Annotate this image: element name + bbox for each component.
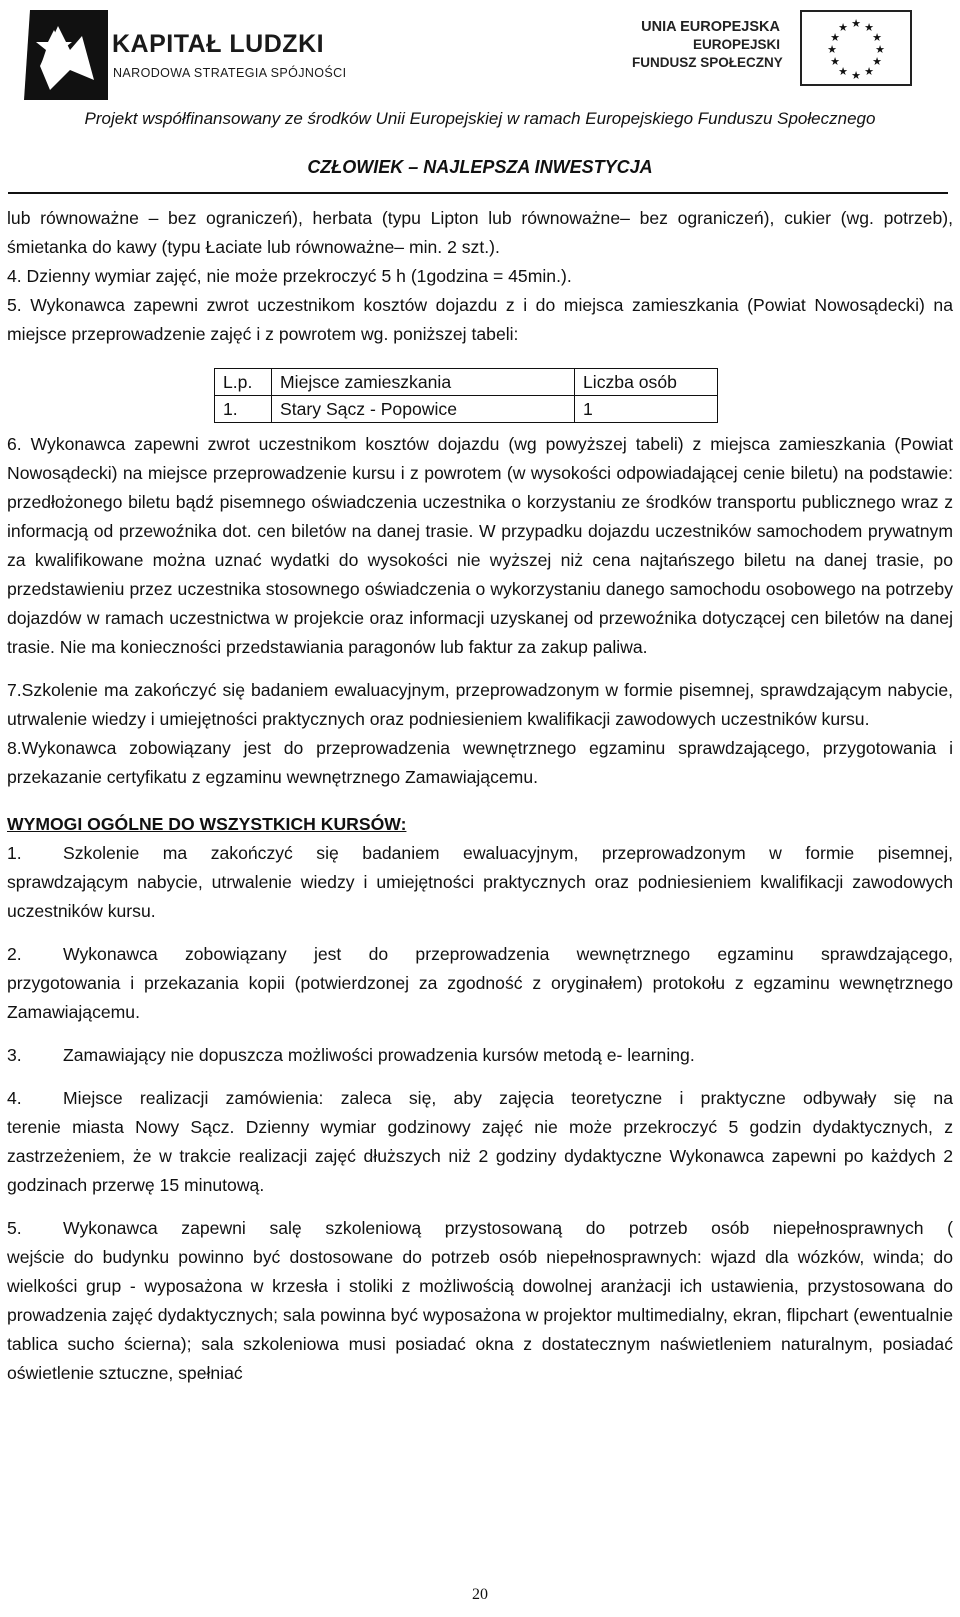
list-continuation: przygotowania i przekazania kopii (potwierdzonej za zgodność z oryginałem) protokołu z egzaminu wewnętrznego Zamawiającemu. (7, 973, 953, 1022)
general-item (7, 1041, 953, 1070)
table-cell: Stary Sącz - Popowice (272, 396, 575, 423)
eu-line-1: UNIA EUROPEJSKA (641, 19, 780, 35)
svg-text:★: ★ (838, 21, 848, 34)
svg-text:★: ★ (864, 21, 874, 34)
general-item (7, 1214, 953, 1388)
table-cell: 1 (575, 396, 718, 423)
svg-text:★: ★ (830, 55, 840, 68)
table-header-cell: Miejsce zamieszkania (272, 369, 575, 396)
kapital-ludzki-title: KAPITAŁ LUDZKI (112, 30, 325, 58)
page-number: 20 (472, 1586, 488, 1603)
list-number: 3. (7, 1045, 22, 1065)
list-first-line: Miejsce realizacji zamówienia: zaleca się, aby zajęcia teoretyczne i praktyczne odbywały się na (63, 1088, 953, 1108)
travel-table (214, 368, 718, 423)
paragraph-intro: lub równoważne – bez ograniczeń), herbata (typu Lipton lub równoważne– bez ograniczeń), cukier (wg. potrzeb), śmietanka do kawy (typu Łaciate lub równoważne– min. 2 szt.). (7, 208, 953, 257)
table-row (215, 396, 718, 423)
item-5: 5. Wykonawca zapewni zwrot uczestnikom kosztów dojazdu z i do miejsca zamieszkania (Powiat Nowosądecki) na miejsce przeprowadzenie zajęć i z powrotem wg. poniższej tabeli: (7, 295, 953, 344)
list-first-line: Zamawiający nie dopuszcza możliwości prowadzenia kursów metodą e- learning. (63, 1045, 695, 1065)
svg-text:★: ★ (851, 69, 861, 82)
eu-flag-icon (800, 10, 912, 86)
svg-text:★: ★ (872, 55, 882, 68)
header-divider (8, 192, 948, 194)
item-7: 7.Szkolenie ma zakończyć się badaniem ewaluacyjnym, przeprowadzonym w formie pisemnej, sprawdzającym nabycie, utrwalenie wiedzy i umiejętności praktycznych oraz podniesieniem kwalifikacji zawodowych uczestników kursu. (7, 680, 953, 729)
eu-line-2: EUROPEJSKI (692, 37, 780, 52)
item-8: 8.Wykonawca zobowiązany jest do przeprowadzenia wewnętrznego egzaminu sprawdzającego, przygotowania i przekazanie certyfikatu z egzaminu wewnętrznego Zamawiającemu. (7, 738, 953, 787)
list-number: 4. (7, 1088, 22, 1108)
svg-text:★: ★ (864, 65, 874, 78)
table-cell: 1. (215, 396, 272, 423)
svg-text:★: ★ (851, 17, 861, 30)
list-first-line: Wykonawca zapewni salę szkoleniową przystosowaną do potrzeb osób niepełnosprawnych ( (63, 1218, 953, 1238)
table-header-cell: L.p. (215, 369, 272, 396)
list-first-line: Wykonawca zobowiązany jest do przeprowadzenia wewnętrznego egzaminu sprawdzającego, (63, 944, 953, 964)
kapital-ludzki-subtitle: NARODOWA STRATEGIA SPÓJNOŚCI (113, 66, 347, 80)
list-first-line: Szkolenie ma zakończyć się badaniem ewaluacyjnym, przeprowadzonym w formie pisemnej, (63, 843, 953, 863)
funding-note: Projekt współfinansowany ze środków Unii Europejskiej w ramach Europejskiego Funduszu Społecznego (84, 109, 876, 128)
svg-text:★: ★ (872, 31, 882, 44)
general-item (7, 1084, 953, 1200)
list-number: 5. (7, 1218, 22, 1238)
section-heading: WYMOGI OGÓLNE DO WSZYSTKICH KURSÓW: (7, 814, 407, 834)
svg-text:★: ★ (838, 65, 848, 78)
svg-text:★: ★ (827, 43, 837, 56)
general-item (7, 940, 953, 1027)
item-6: 6. Wykonawca zapewni zwrot uczestnikom kosztów dojazdu (wg powyższej tabeli) z miejsca zamieszkania (Powiat Nowosądecki) na miejsce przeprowadzenie kursu i z powrotem (w wysokości odpowiadającej cenie biletu) na podstawie: przedłożonego biletu bądź pisemnego oświadczenia uczestnika o korzystaniu ze środków transportu publicznego wraz z informacją od przewoźnika dot. cen biletów na danej trasie. W przypadku dojazdu uczestników samochodem prywatnym za kwalifikowane można uznać wydatki do wysokości nie wyższej niż cena najtańszego biletu na danej trasie, po przedstawieniu przez uczestnika stosownego oświadczenia o wykorzystaniu danego samochodu osobowego na potrzeby dojazdów w ramach uczestnictwa w projekcie oraz informacji uzyskanej od przewoźnika dotyczącej cen biletów na danej trasie. Nie ma konieczności przedstawiania paragonów lub faktur za zakup paliwa. (7, 434, 953, 657)
list-continuation: terenie miasta Nowy Sącz. Dzienny wymiar godzinowy zajęć nie może przekroczyć 5 godzin dydaktycznych, z zastrzeżeniem, że w trakcie realizacji zajęć dłuższych niż 2 godziny dydaktyczne Wykonawca zapewni po każdych 2 godzinach przerwę 15 minutową. (7, 1117, 953, 1195)
eu-line-3: FUNDUSZ SPOŁECZNY (632, 55, 783, 70)
document-body (7, 204, 953, 1388)
eu-logo-text (632, 18, 783, 72)
general-item (7, 839, 953, 926)
svg-text:★: ★ (875, 43, 885, 56)
table-header-cell: Liczba osób (575, 369, 718, 396)
table-header-row (215, 369, 718, 396)
slogan: CZŁOWIEK – NAJLEPSZA INWESTYCJA (307, 157, 653, 177)
list-number: 1. (7, 843, 22, 863)
list-continuation: wejście do budynku powinno być dostosowane do potrzeb osób niepełnosprawnych: wjazd dla wózków, winda; do wielkości grup - wyposażona w krzesła i stoliki z możliwością dowolnej aranżacji ich ustawienia, przystosowana do prowadzenia zajęć dydaktycznych; sala powinna być wyposażona w projektor multimedialny, ekran, flipchart (ewentualnie tablica sucho ścierna); sala szkoleniowa musi posiadać okna z dostatecznym naświetleniem naturalnym, posiadać oświetlenie sztuczne, spełniać (7, 1247, 953, 1383)
item-4: 4. Dzienny wymiar zajęć, nie może przekroczyć 5 h (1godzina = 45min.). (7, 266, 572, 286)
list-number: 2. (7, 944, 22, 964)
list-continuation: sprawdzającym nabycie, utrwalenie wiedzy i umiejętności praktycznych oraz podniesieniem kwalifikacji zawodowych uczestników kursu. (7, 872, 953, 921)
svg-text:★: ★ (830, 31, 840, 44)
